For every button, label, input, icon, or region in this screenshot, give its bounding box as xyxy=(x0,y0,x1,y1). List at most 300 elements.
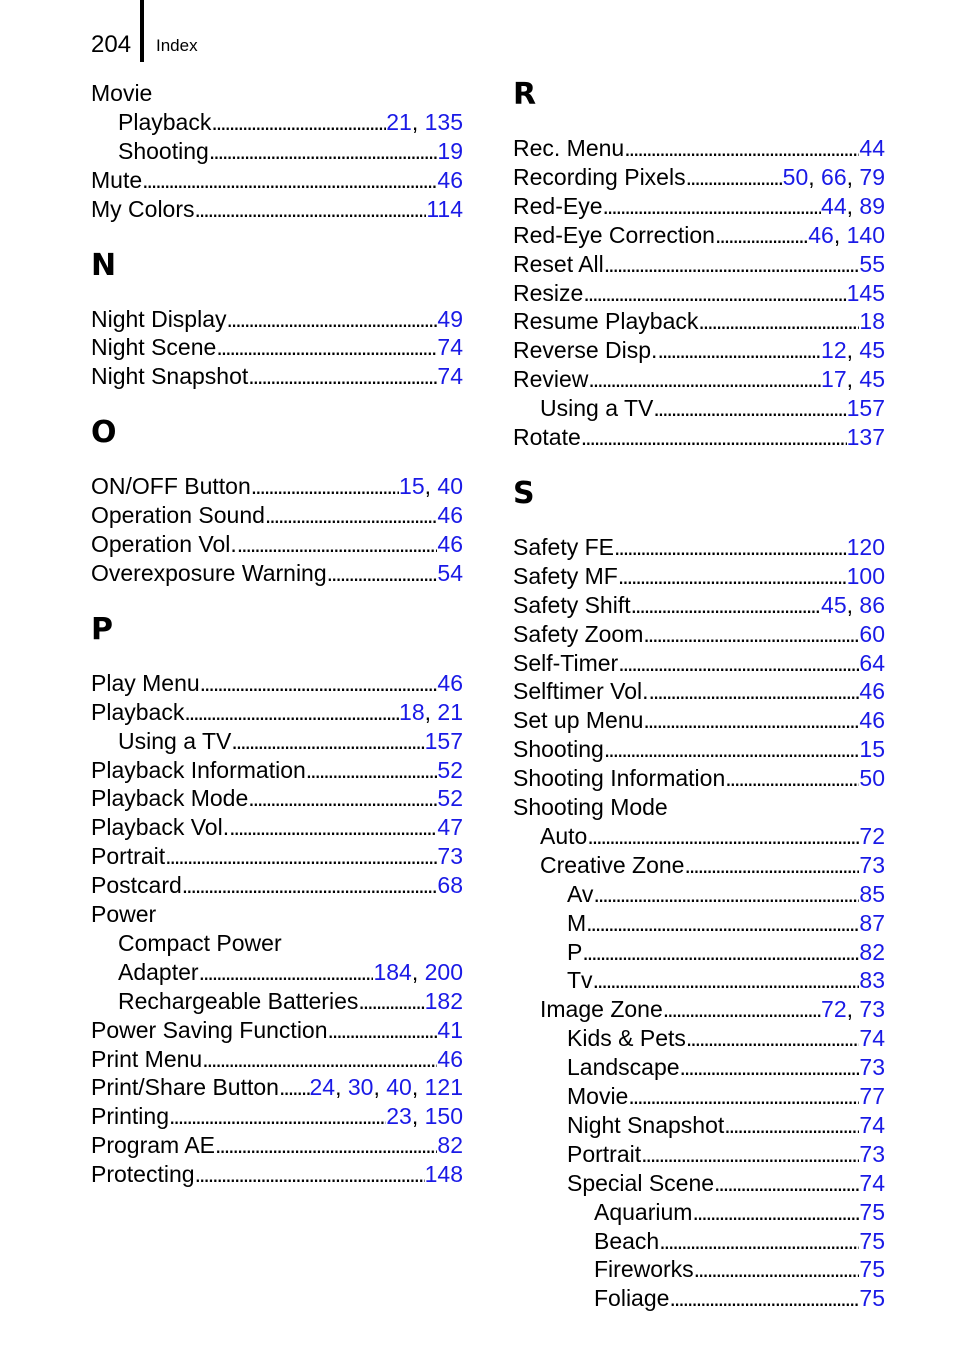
page-link[interactable]: 83 xyxy=(859,967,885,994)
index-entry-creative-zone xyxy=(540,850,885,879)
index-term: Playback Mode xyxy=(91,785,249,812)
dot-leader xyxy=(216,333,437,361)
page-link[interactable]: 150 xyxy=(424,1103,463,1130)
index-letter-heading: P xyxy=(91,611,113,647)
index-term: Image Zone xyxy=(540,996,663,1023)
dot-leader xyxy=(604,735,860,763)
index-term: Portrait xyxy=(91,843,166,870)
page-link[interactable]: 45 xyxy=(859,337,885,364)
page-references xyxy=(859,1024,885,1052)
page-references: 50, 66, 79 xyxy=(782,163,885,190)
page-link[interactable]: 74 xyxy=(859,1111,885,1138)
index-entry-safety-shift xyxy=(513,590,885,619)
dot-leader xyxy=(358,987,424,1015)
page-references xyxy=(437,166,463,194)
page-references xyxy=(847,394,885,422)
page-references xyxy=(859,1140,885,1168)
page-link[interactable]: 74 xyxy=(859,1169,885,1196)
index-entry-safety-mf xyxy=(513,561,885,590)
page-references: 46, 140 xyxy=(808,221,885,248)
page-link[interactable]: 21 xyxy=(386,108,412,135)
page-link[interactable]: 60 xyxy=(859,620,885,647)
index-entry-shooting xyxy=(513,734,885,763)
page-references xyxy=(859,1227,885,1255)
index-term: Fireworks xyxy=(594,1256,694,1283)
page-references xyxy=(437,137,463,165)
dot-leader xyxy=(669,1284,859,1312)
index-term: Power xyxy=(91,901,157,927)
dot-leader xyxy=(641,1140,859,1168)
dot-leader xyxy=(604,250,860,278)
dot-leader xyxy=(686,163,783,191)
page-references xyxy=(847,423,885,451)
page-link[interactable]: 85 xyxy=(859,880,885,907)
page-references xyxy=(859,1255,885,1283)
page-references: 21, 135 xyxy=(386,108,463,135)
dot-leader xyxy=(653,394,846,422)
page-link[interactable]: 157 xyxy=(846,395,885,422)
index-entry-night-snapshot xyxy=(567,1110,885,1139)
page-link[interactable]: 15 xyxy=(859,736,885,763)
page-references xyxy=(437,669,463,697)
index-term: Playback Vol. xyxy=(91,814,230,841)
index-entry-mute xyxy=(91,165,463,194)
page-link[interactable]: 72 xyxy=(859,822,885,849)
index-term: M xyxy=(567,909,587,936)
index-term: Adapter xyxy=(118,958,199,985)
index-entry-av xyxy=(567,879,885,908)
dot-leader xyxy=(628,1082,859,1110)
index-term: Rec. Menu xyxy=(513,135,625,161)
page-references xyxy=(859,706,885,734)
page-link[interactable]: 74 xyxy=(437,363,463,390)
page-references xyxy=(437,842,463,870)
page-link[interactable]: 89 xyxy=(859,192,885,219)
page-references xyxy=(847,562,885,590)
dot-leader xyxy=(618,562,847,590)
page-header xyxy=(91,0,391,62)
index-entry-rechargeable-batteries xyxy=(118,986,463,1015)
index-term: Rotate xyxy=(513,424,581,450)
page-link[interactable]: 55 xyxy=(859,250,885,277)
index-entry-play-menu xyxy=(91,668,463,697)
dot-leader xyxy=(586,909,859,937)
page-link[interactable]: 73 xyxy=(859,1140,885,1167)
page-link[interactable]: 82 xyxy=(437,1132,463,1159)
index-term: Shooting xyxy=(118,137,209,164)
index-entry-set-up-menu xyxy=(513,705,885,734)
index-letter-heading: O xyxy=(91,415,117,451)
page-references xyxy=(859,677,885,705)
page-link[interactable]: 19 xyxy=(437,137,463,164)
page-link[interactable]: 40 xyxy=(386,1074,412,1101)
index-term: Landscape xyxy=(567,1054,680,1081)
dot-leader xyxy=(142,166,437,194)
index-term: Red-Eye xyxy=(513,192,603,219)
index-term: Selftimer Vol. xyxy=(513,678,649,705)
page-link[interactable]: 157 xyxy=(424,727,463,754)
page-link[interactable]: 30 xyxy=(347,1074,374,1101)
page-link[interactable]: 68 xyxy=(437,872,463,899)
index-entry-auto xyxy=(540,821,885,850)
index-term: Overexposure Warning xyxy=(91,559,327,586)
index-term: ON/OFF Button xyxy=(91,473,251,500)
index-letter-heading: R xyxy=(513,77,537,112)
page-link[interactable]: 135 xyxy=(424,108,463,135)
index-entry-operation-vol xyxy=(91,529,463,558)
dot-leader xyxy=(588,365,821,393)
index-entry-playback xyxy=(91,697,463,726)
index-entry-rotate xyxy=(513,422,885,451)
index-entry-recording-pixels xyxy=(513,162,885,191)
header-divider xyxy=(140,0,144,62)
index-term: Safety MF xyxy=(513,562,618,589)
index-entry-fireworks xyxy=(594,1254,885,1283)
index-term: Red-Eye Correction xyxy=(513,221,715,248)
dot-leader xyxy=(593,966,860,994)
index-entry-power-saving-function xyxy=(91,1015,463,1044)
page-link[interactable]: 73 xyxy=(859,1054,885,1081)
page-references xyxy=(437,501,463,529)
dot-leader xyxy=(593,880,859,908)
index-term: Creative Zone xyxy=(540,851,685,878)
page-link[interactable]: 75 xyxy=(859,1285,885,1312)
index-entry-self-timer xyxy=(513,648,885,677)
page-link[interactable]: 46 xyxy=(437,1045,463,1072)
dot-leader xyxy=(165,842,437,870)
page-link[interactable]: 77 xyxy=(859,1083,885,1109)
page-references xyxy=(437,362,463,390)
index-entry-postcard xyxy=(91,870,463,899)
page-references xyxy=(859,735,885,763)
page-link[interactable]: 21 xyxy=(437,698,463,725)
page-link[interactable]: 46 xyxy=(859,707,885,734)
index-term: Movie xyxy=(567,1083,629,1109)
page-link[interactable]: 18 xyxy=(859,308,885,335)
index-term: Portrait xyxy=(567,1140,642,1167)
dot-leader xyxy=(306,756,438,784)
index-term: Night Snapshot xyxy=(567,1111,725,1138)
page-references xyxy=(859,1082,885,1110)
page-link[interactable]: 46 xyxy=(859,678,885,705)
dot-leader xyxy=(251,472,399,500)
index-term: Safety Shift xyxy=(513,591,631,618)
dot-leader xyxy=(582,938,859,966)
index-entry-p xyxy=(567,937,885,966)
page-references: 17, 45 xyxy=(821,366,885,393)
index-entry-kids-pets xyxy=(567,1023,885,1052)
index-term: Safety FE xyxy=(513,533,614,560)
dot-leader xyxy=(692,1198,859,1226)
index-entry-adapter xyxy=(118,957,463,986)
page-link[interactable]: 49 xyxy=(437,305,463,332)
index-entry-program-ae xyxy=(91,1130,463,1159)
page-references xyxy=(859,1053,885,1081)
page-link[interactable]: 73 xyxy=(859,996,885,1023)
index-entry-shooting xyxy=(118,136,463,165)
index-term: Reset All xyxy=(513,250,604,277)
dot-leader xyxy=(209,137,438,165)
index-term: Power Saving Function xyxy=(91,1016,328,1043)
page-link[interactable]: 54 xyxy=(437,559,463,586)
dot-leader xyxy=(686,1024,860,1052)
page-references xyxy=(859,909,885,937)
index-term: Shooting Mode xyxy=(513,794,668,820)
index-entry-reverse-disp xyxy=(513,335,885,364)
page-link[interactable]: 200 xyxy=(424,958,463,985)
page-references: 184, 200 xyxy=(373,958,463,985)
index-term: Shooting xyxy=(513,736,604,763)
page-link[interactable]: 12 xyxy=(821,337,847,364)
dot-leader xyxy=(279,1073,310,1101)
index-term: Night Display xyxy=(91,305,227,332)
page-number: 204 xyxy=(91,31,132,58)
page-link[interactable]: 47 xyxy=(437,814,463,841)
index-entry-print-share-button xyxy=(91,1072,463,1101)
page-references: 72, 73 xyxy=(821,996,885,1023)
dot-leader xyxy=(195,195,427,223)
page-link[interactable]: 46 xyxy=(437,166,463,193)
page-link[interactable]: 72 xyxy=(821,996,847,1023)
index-term: Program AE xyxy=(91,1132,215,1159)
index-entry-power xyxy=(91,899,463,928)
dot-leader xyxy=(200,669,438,697)
page-link[interactable]: 40 xyxy=(437,473,463,500)
page-link[interactable]: 73 xyxy=(859,851,885,878)
page-link[interactable]: 120 xyxy=(846,533,885,560)
page-link[interactable]: 145 xyxy=(846,279,885,306)
index-term: Kids & Pets xyxy=(567,1025,686,1052)
page-references xyxy=(437,559,463,587)
dot-leader xyxy=(724,1111,859,1139)
page-link[interactable]: 73 xyxy=(437,843,463,870)
dot-leader xyxy=(182,871,438,899)
page-link[interactable]: 46 xyxy=(437,669,463,696)
page-references: 18, 21 xyxy=(399,698,463,725)
dot-leader xyxy=(215,1131,437,1159)
dot-leader xyxy=(227,305,438,333)
page-references xyxy=(847,279,885,307)
page-link[interactable]: 45 xyxy=(821,591,847,618)
index-term: Playback Information xyxy=(91,756,306,783)
dot-leader xyxy=(169,1102,386,1130)
index-term: Operation Vol. xyxy=(91,531,237,557)
index-term: Tv xyxy=(567,967,593,994)
dot-leader xyxy=(649,677,860,705)
dot-leader xyxy=(698,307,859,335)
page-link[interactable]: 74 xyxy=(859,1025,885,1052)
index-entry-safety-fe xyxy=(513,532,885,561)
index-entry-night-snapshot xyxy=(91,361,463,390)
index-term: Self-Timer xyxy=(513,649,619,676)
page-references xyxy=(859,1169,885,1197)
index-term: Protecting xyxy=(91,1161,195,1188)
index-term: Night Snapshot xyxy=(91,363,249,390)
index-term: Compact Power xyxy=(118,929,282,956)
page-references xyxy=(437,333,463,361)
index-entry-operation-sound xyxy=(91,500,463,529)
page-link[interactable]: 148 xyxy=(424,1161,463,1188)
index-entry-portrait xyxy=(567,1139,885,1168)
page-link[interactable]: 121 xyxy=(424,1074,463,1101)
page-references xyxy=(859,250,885,278)
page-link[interactable]: 50 xyxy=(782,163,809,190)
index-term: Special Scene xyxy=(567,1169,715,1196)
page-references: 12, 45 xyxy=(821,337,885,364)
index-term: Review xyxy=(513,366,589,393)
dot-leader xyxy=(618,649,859,677)
dot-leader xyxy=(199,958,374,986)
index-entry-on-off-button xyxy=(91,471,463,500)
page-references xyxy=(437,1131,463,1159)
index-entry-beach xyxy=(594,1226,885,1255)
page-link[interactable]: 82 xyxy=(859,938,885,965)
index-letter-heading: N xyxy=(91,247,117,283)
page-link[interactable]: 87 xyxy=(859,909,885,936)
page-link[interactable]: 75 xyxy=(859,1198,885,1225)
page-references xyxy=(859,1111,885,1139)
page-link[interactable]: 66 xyxy=(821,163,847,190)
page-link[interactable]: 114 xyxy=(426,195,463,222)
page-references xyxy=(859,649,885,677)
page-link[interactable]: 64 xyxy=(859,649,885,676)
dot-leader xyxy=(663,995,821,1023)
index-entry-tv xyxy=(567,965,885,994)
page-link[interactable]: 46 xyxy=(437,531,463,557)
page-references: 44, 89 xyxy=(821,192,885,219)
page-references xyxy=(437,305,463,333)
page-link[interactable]: 17 xyxy=(821,366,847,393)
dot-leader xyxy=(184,698,399,726)
page-link[interactable]: 46 xyxy=(808,221,834,248)
page-link[interactable]: 45 xyxy=(859,366,885,393)
page-link[interactable]: 100 xyxy=(846,562,885,589)
dot-leader xyxy=(602,192,821,220)
page-link[interactable]: 41 xyxy=(437,1016,463,1043)
page-references xyxy=(859,134,885,162)
page-references: 45, 86 xyxy=(821,591,885,618)
dot-leader xyxy=(659,1227,859,1255)
dot-leader xyxy=(248,362,437,390)
dot-leader xyxy=(327,559,438,587)
index-entry-movie xyxy=(567,1081,885,1110)
index-entry-portrait xyxy=(91,841,463,870)
page-link[interactable]: 44 xyxy=(821,192,847,219)
page-link[interactable]: 140 xyxy=(846,221,885,248)
dot-leader xyxy=(328,1016,438,1044)
dot-leader xyxy=(231,727,424,755)
page-references xyxy=(437,756,463,784)
page-link[interactable]: 182 xyxy=(424,987,463,1014)
page-link[interactable]: 15 xyxy=(399,473,425,500)
index-term: Beach xyxy=(594,1227,660,1254)
page-link[interactable]: 75 xyxy=(859,1227,885,1254)
page-link[interactable]: 23 xyxy=(386,1103,412,1130)
page-references xyxy=(859,620,885,648)
index-term: Using a TV xyxy=(118,727,232,754)
index-entry-rec-menu xyxy=(513,133,885,162)
page-link[interactable]: 52 xyxy=(437,756,463,783)
index-term: Playback xyxy=(118,108,212,135)
page-references xyxy=(437,784,463,812)
section-title: Index xyxy=(156,36,198,55)
page-link[interactable]: 44 xyxy=(859,135,885,161)
index-term: P xyxy=(567,938,583,965)
index-entry-using-a-tv xyxy=(540,393,885,422)
page-link[interactable]: 50 xyxy=(859,765,885,792)
index-entry-playback-mode xyxy=(91,783,463,812)
page-link[interactable]: 184 xyxy=(373,958,412,985)
index-term: Recording Pixels xyxy=(513,163,686,190)
page-references xyxy=(859,938,885,966)
index-term: Playback xyxy=(91,698,185,725)
index-entry-foliage xyxy=(594,1283,885,1312)
index-entry-playback-information xyxy=(91,755,463,784)
page-link[interactable]: 86 xyxy=(859,591,885,618)
page-references xyxy=(859,307,885,335)
page-link[interactable]: 52 xyxy=(437,785,463,812)
page-references xyxy=(425,1160,463,1188)
dot-leader xyxy=(715,221,808,249)
page-link[interactable]: 46 xyxy=(437,502,463,529)
dot-leader xyxy=(265,501,438,529)
index-term: Reverse Disp. xyxy=(513,337,658,364)
page-references xyxy=(425,727,463,755)
page-link[interactable]: 79 xyxy=(859,163,885,190)
index-term: Av xyxy=(567,880,594,907)
index-term: Set up Menu xyxy=(513,707,644,734)
index-entry-shooting-information xyxy=(513,763,885,792)
page-references xyxy=(437,813,463,841)
index-entry-protecting xyxy=(91,1159,463,1188)
index-term: Print Menu xyxy=(91,1045,203,1072)
index-entry-red-eye-correction xyxy=(513,220,885,249)
index-entry-playback xyxy=(118,107,463,136)
index-entry-printing xyxy=(91,1101,463,1130)
page-references xyxy=(437,1016,463,1044)
dot-leader xyxy=(195,1160,425,1188)
dot-leader xyxy=(624,134,859,162)
page-references xyxy=(859,1284,885,1312)
dot-leader xyxy=(614,533,847,561)
page-references xyxy=(859,822,885,850)
index-entry-playback-vol xyxy=(91,812,463,841)
index-entry-aquarium xyxy=(594,1197,885,1226)
index-entry-special-scene xyxy=(567,1168,885,1197)
dot-leader xyxy=(248,784,437,812)
index-term: Night Scene xyxy=(91,334,217,361)
page-link[interactable]: 24 xyxy=(309,1074,336,1101)
dot-leader xyxy=(694,1255,860,1283)
index-term: Safety Zoom xyxy=(513,620,644,647)
index-term: Printing xyxy=(91,1103,169,1130)
page-link[interactable]: 18 xyxy=(399,698,425,725)
index-term: Aquarium xyxy=(594,1198,693,1225)
index-term: Postcard xyxy=(91,872,182,899)
index-term: My Colors xyxy=(91,195,195,222)
page-references xyxy=(437,530,463,558)
page-link[interactable]: 74 xyxy=(437,334,463,361)
index-entry-image-zone xyxy=(540,994,885,1023)
dot-leader xyxy=(202,1045,437,1073)
page-link[interactable]: 137 xyxy=(846,424,885,450)
index-entry-landscape xyxy=(567,1052,885,1081)
page-link[interactable]: 75 xyxy=(859,1256,885,1283)
dot-leader xyxy=(587,822,859,850)
index-entry-night-display xyxy=(91,304,463,333)
index-entry-shooting-mode xyxy=(513,792,885,821)
index-term: Resize xyxy=(513,279,584,306)
